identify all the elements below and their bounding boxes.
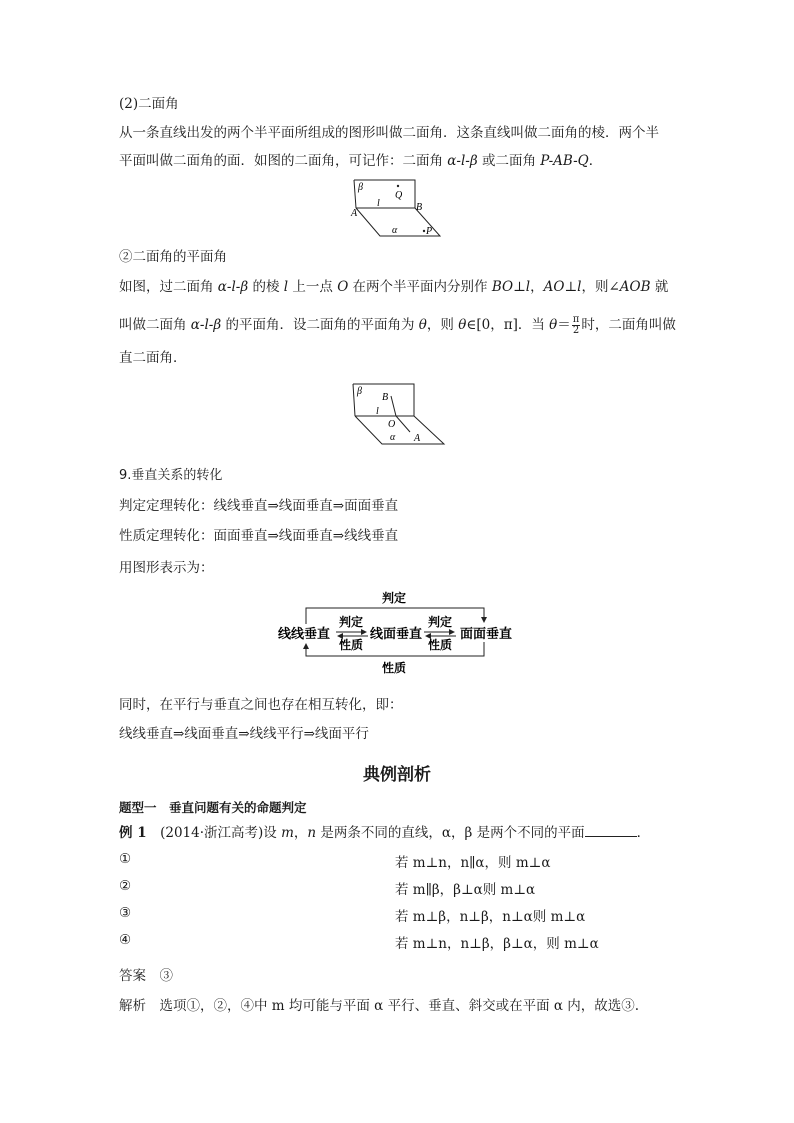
node-plane-plane-perp: 面面垂直	[460, 626, 513, 641]
fig1-label-beta: β	[358, 182, 363, 193]
fig1-label-p: P	[426, 226, 433, 237]
answer-line: 答案 ③	[119, 968, 173, 984]
paragraph-plane-angle-1: 如图，过二面角 α-l-β 的棱 l 上一点 O 在两个半平面内分别作 BO⊥l，AO⊥l，则∠AOB 就	[119, 279, 669, 295]
fig2-label-alpha: α	[390, 432, 396, 443]
text-judgement-transform: 判定定理转化：线线垂直⇒线面垂直⇒面面垂直	[119, 498, 399, 514]
option-1-text: 若 m⊥n，n∥α，则 m⊥α	[395, 855, 551, 871]
plane-angle-figure	[344, 380, 448, 448]
section-title-plane-angle: ②二面角的平面角	[119, 249, 227, 265]
option-4-text: 若 m⊥n，n⊥β，β⊥α，则 m⊥α	[395, 936, 599, 952]
option-3-number: ③	[119, 905, 132, 921]
answer-blank	[585, 824, 637, 837]
text-diagram-intro: 用图形表示为：	[119, 560, 214, 576]
option-3-text: 若 m⊥β，n⊥β，n⊥α则 m⊥α	[395, 909, 586, 925]
fig2-label-l: l	[376, 406, 379, 417]
option-1-number: ①	[119, 851, 132, 867]
node-line-plane-perp: 线面垂直	[370, 626, 423, 641]
fig1-label-l: l	[377, 198, 380, 209]
option-2-text: 若 m∥β，β⊥α则 m⊥α	[395, 882, 536, 898]
text-parallel-intro: 同时，在平行与垂直之间也存在相互转化，即：	[119, 697, 403, 713]
fig2-label-o: O	[388, 419, 396, 430]
fig2-label-b: B	[382, 392, 389, 403]
arrow2-bottom-label: 性质	[427, 638, 453, 652]
example-1-stem: 例 1 (2014·浙江高考)设 m，n 是两条不同的直线，α，β 是两个不同的平面 ．	[119, 825, 651, 841]
question-type-title: 题型一 垂直问题有关的命题判定	[119, 800, 307, 815]
paragraph-plane-angle-3: 直二面角．	[119, 350, 187, 366]
arrow1-top-label: 判定	[338, 615, 364, 629]
fig2-label-a: A	[414, 433, 421, 444]
diagram-bottom-label: 性质	[381, 661, 407, 675]
diagram-top-label: 判定	[381, 591, 407, 605]
fig1-label-b: B	[416, 202, 423, 213]
paragraph-plane-angle-2: 叫做二面角 α-l-β 的平面角．设二面角的平面角为 θ，则 θ∈[0，π]．当 θ＝ $\frac{\pi}{2}$ 时，二面角叫做	[119, 314, 676, 336]
analysis-line: 解析 选项①，②，④中 m 均可能与平面 α 平行、垂直、斜交或在平面 α 内，故选③.	[119, 998, 640, 1014]
paragraph-dihedral-def-2: 平面叫做二面角的面．如图的二面角，可记作：二面角 α-l-β 或二面角 P-AB-Q．	[119, 153, 603, 169]
fig2-label-beta: β	[357, 386, 362, 397]
node-line-line-perp: 线线垂直	[278, 626, 331, 641]
section-title-dihedral: (2)二面角	[119, 96, 179, 112]
section-title-perpendicular-transform: 9.垂直关系的转化	[119, 468, 223, 483]
fig1-label-q: Q	[395, 190, 403, 201]
fig1-label-alpha: α	[392, 225, 398, 236]
section-heading-examples: 典例剖析	[363, 765, 431, 785]
dihedral-angle-figure	[340, 176, 450, 242]
text-parallel-chain: 线线垂直⇒线面垂直⇒线线平行⇒线面平行	[119, 726, 369, 742]
fig1-label-a: A	[351, 208, 358, 219]
arrow1-bottom-label: 性质	[338, 638, 364, 652]
paragraph-dihedral-def-1: 从一条直线出发的两个半平面所组成的图形叫做二面角．这条直线叫做二面角的棱．两个半	[119, 125, 659, 141]
option-4-number: ④	[119, 932, 132, 948]
option-2-number: ②	[119, 878, 132, 894]
arrow2-top-label: 判定	[427, 615, 453, 629]
perpendicular-transform-diagram	[270, 588, 530, 680]
fraction-pi-over-2: $\frac{\pi}{2}$	[572, 314, 580, 336]
text-property-transform: 性质定理转化：面面垂直⇒线面垂直⇒线线垂直	[119, 528, 399, 544]
